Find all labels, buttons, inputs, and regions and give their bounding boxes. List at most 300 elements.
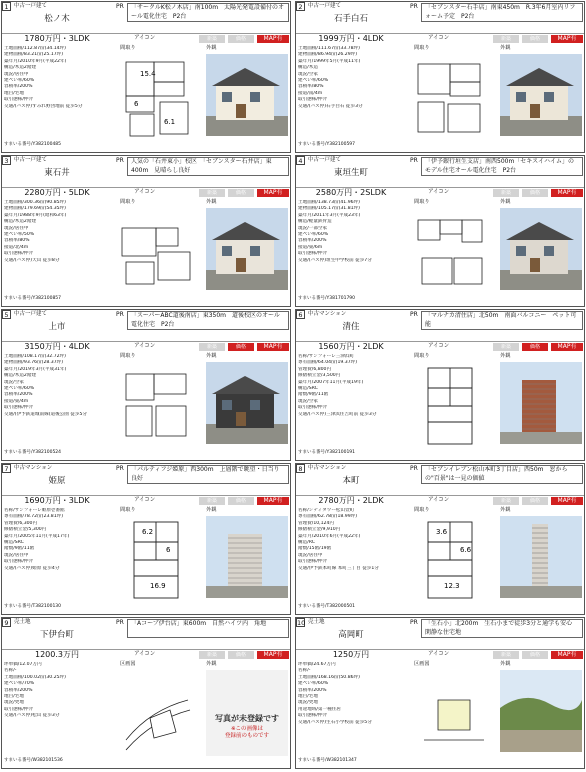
exterior-label: 外観 [500,661,511,667]
pr-section [115,464,291,495]
plan-room-size: 3.6 [436,528,448,536]
spec-line: 名称/- [4,668,17,674]
spec-line: 容積率/200% [298,687,327,693]
spec-list [4,200,116,296]
spec-line: 現況/居住中 [4,225,29,231]
spec-line: 取引態様/仲介 [298,405,328,411]
floor-plan-image[interactable] [120,670,194,756]
price-row [296,341,585,352]
location-name: 清住 [342,322,360,332]
pr-label: PR [410,3,418,10]
spec-line: 容積率/200% [4,84,33,90]
exterior-photo[interactable] [500,516,582,598]
spec-line: 築年月/2010年9月(平成22年) [4,58,67,64]
price-row [296,495,585,506]
listing-number: 8 [296,464,305,473]
new-badge: 新築 [493,497,519,505]
spec-line: 建ぺい率/60% [4,386,35,392]
floor-plan-image[interactable] [120,208,194,294]
plan-room-size: 6.1 [164,118,176,126]
pr-label: PR [410,157,418,164]
listing-number: 3 [2,156,11,165]
spec-line: 交通/(バス停)すみれ野団地前 徒歩5分 [4,103,83,109]
price-change-badge: 価格 [228,189,254,197]
floor-plan-image[interactable] [120,54,194,140]
icon-label: アイコン [134,497,156,503]
spec-line: 現況/更地 [4,700,24,706]
pr-label: PR [410,465,418,472]
spec-line: 修繕積立金/3,500円 [298,373,341,379]
listing-grid [1,1,585,771]
spec-line: 現況/更地 [298,700,318,706]
spec-line: 坪単価/24.67万円 [298,662,336,667]
listing-number: 9 [2,618,11,627]
price-layout: 1780万円・3LDK [24,34,90,43]
spec-line: 取引態様/仲介 [4,706,34,712]
property-type: 中古一戸建て [308,3,342,9]
spec-line: 構造/SRC [4,540,24,546]
spec-line: 名称/シティタワー松山萱町 [298,508,355,513]
spec-line: 階数/9階/11階 [4,546,35,552]
card-header [296,156,406,187]
catch-copy: 「マルナカ清住店」北50m 南面バルコニー ペット可能 [421,311,583,330]
price-row [296,649,585,660]
spec-line: 建物面積/105.17㎡(31.81坪) [298,206,360,212]
spec-list [4,662,116,758]
exterior-photo[interactable] [500,208,582,290]
price-change-badge: 価格 [522,343,548,351]
catch-copy: 「サークルK松ノ木店」南100m 太陽光発電設備付のオール電化住宅 P2台 [127,3,289,22]
spec-line: 取引態様/仲介 [298,713,328,719]
spec-line: 建物面積/86.94㎡(26.29坪) [298,52,357,58]
map-badge[interactable]: MAP有 [551,35,583,43]
exterior-label: 外観 [206,507,217,513]
spec-line: 専有面積/78.72㎡(23.81坪) [4,514,63,520]
spec-line: 接道/東/4m [4,398,29,404]
property-type: 中古一戸建て [14,3,48,9]
exterior-photo[interactable] [500,362,582,444]
spec-line: 土地面積/111.67㎡(33.78坪) [298,46,360,51]
catch-copy: 「パルティフジ姫原」西300m 上層階で眺望・日当り良好 [127,465,289,484]
price-layout: 2780万円・2LDK [318,496,384,505]
plan-room-size: 12.3 [444,582,460,590]
exterior-photo[interactable] [206,208,288,290]
floor-plan-label: 間取り [414,45,430,51]
new-badge: 新築 [493,651,519,659]
floor-plan-label: 間取り [414,353,430,359]
location-name: 本町 [342,476,360,486]
spec-line: 築年月/1988年9月(昭和63年) [4,212,67,218]
listing-card[interactable] [1,617,291,769]
spec-line: 管理費/6,800円 [298,366,332,372]
icon-label: アイコン [428,343,450,349]
listing-id: すまいる番号/Y381701790 [298,296,356,301]
spec-line: 土地面積/300.36㎡(90.85坪) [4,200,66,205]
price-layout: 1999万円・4LDK [318,34,384,43]
price-row [296,33,585,44]
listing-number: 4 [296,156,305,165]
listing-number: 5 [2,310,11,319]
plan-room-size: 6 [134,100,139,108]
exterior-label: 外観 [206,661,217,667]
listing-number: 1 [2,2,11,11]
price-change-badge: 価格 [522,189,548,197]
listing-card[interactable] [295,463,585,615]
pr-label: PR [116,619,124,626]
price-layout: 1250万円 [332,650,370,659]
floor-plan-label: 間取り [120,199,136,205]
listing-id: すまいる番号/T382000501 [298,604,356,609]
catch-copy: 「生石小」北200m 生石小まで徒歩3分と通学も安心 閑静な住宅地 [421,619,583,638]
spec-line: 交通/(伊予鉄道城南線)道後公園 徒歩5分 [4,411,88,417]
price-layout: 1200.3万円 [35,650,79,659]
exterior-label: 外観 [500,507,511,513]
exterior-photo[interactable] [206,516,288,598]
spec-line: 取引態様/仲介 [298,251,328,257]
spec-line: 構造/木造 [298,65,318,71]
floor-plan-label: 間取り [120,507,136,513]
spec-line: 建ぺい率/60% [4,78,35,84]
property-type: 売土地 [308,619,325,625]
property-type: 中古一戸建て [14,157,48,163]
spec-line: 専有面積/62.78㎡(18.99坪) [298,514,357,520]
listing-id: すまいる番号/W382101536 [4,758,63,763]
new-badge: 新築 [493,189,519,197]
spec-line: 階数/9階/11階 [298,392,329,398]
catch-copy: 「伊予銀行垣生支店」南西500m「セキスイハイム」のモデル住宅オール電化住宅 P2台 [421,157,583,176]
floor-plan-label: 間取り [414,199,430,205]
exterior-label: 外観 [206,353,217,359]
catch-copy: 「セブンイレブン松山本町3丁目店」西50m 窓からの"百景"は一見の価値 [421,465,583,484]
map-badge[interactable]: MAP有 [551,343,583,351]
spec-line: 取引態様/仲介 [298,97,328,103]
spec-line: 容積率/200% [4,687,33,693]
listing-card[interactable] [295,1,585,153]
plan-drawing [122,228,190,284]
plan-drawing [418,64,480,132]
spec-line: 接道/南/4m [298,90,323,96]
exterior-photo[interactable] [500,54,582,136]
floor-plan-label: 区画図 [414,661,430,667]
location-name: 高岡町 [338,630,364,640]
listing-id: すまいる番号/Y382100524 [4,450,62,455]
listing-card[interactable] [1,463,291,615]
listing-id: すまいる番号/Y382100597 [298,142,356,147]
spec-line: 取引態様/仲介 [4,405,34,411]
pr-section [115,618,291,649]
missing-photo-text: 写真が未登録です [215,714,279,723]
spec-line: 容積率/200% [298,238,327,244]
card-header [296,310,406,341]
spec-line: 建物面積/179.69㎡(54.35坪) [4,206,66,212]
new-badge: 新築 [199,651,225,659]
price-row [2,33,291,44]
listing-card[interactable] [295,309,585,461]
property-type: 中古マンション [308,311,347,317]
spec-line: 築年月/2007年11月(平成19年) [298,379,364,385]
spec-line: 現況/空家 [4,379,24,385]
spec-line: 現況/空家 [298,398,318,404]
spec-line: 交通/(バス停)石手白石 徒歩3分 [298,103,363,109]
new-badge: 新築 [493,35,519,43]
spec-line: 管理費/10,124円 [298,520,334,526]
missing-photo-note: ※この画像は 登録前のものです [224,726,269,739]
new-badge: 新築 [199,35,225,43]
card-header [2,156,112,187]
pr-label: PR [116,311,124,318]
pr-section [409,156,585,187]
spec-line: 取引態様/仲介 [4,251,34,257]
map-badge[interactable]: MAP有 [551,497,583,505]
listing-card[interactable] [1,155,291,307]
spec-line: 地目/宅地 [298,694,318,700]
map-badge[interactable]: MAP有 [257,497,289,505]
spec-line: 土地面積/108.17㎡(32.72坪) [4,354,66,359]
property-type: 中古マンション [308,465,347,471]
catch-copy: 人気の「石井東小」校区 「セブンスター石井店」東400m 見晴らし良好 [127,157,289,176]
card-header [2,2,112,33]
plan-room-size: 6 [166,546,171,554]
card-header [296,618,406,649]
spec-line: 容積率/80% [4,238,30,244]
spec-line: 容積率/200% [4,392,33,398]
listing-card[interactable] [1,309,291,461]
listing-id: すまいる番号/Y382100191 [298,450,356,455]
property-type: 中古一戸建て [14,311,48,317]
spec-line: 修繕積立金/5,300円 [4,527,47,533]
listing-number: 2 [296,2,305,11]
map-badge[interactable]: MAP有 [551,189,583,197]
spec-line: 接道/北/4m [4,244,29,250]
listing-number: 7 [2,464,11,473]
spec-line: 交通/(バス停)天山 徒歩8分 [4,257,60,263]
card-header [2,310,112,341]
pr-section [115,310,291,341]
pr-section [409,464,585,495]
plan-drawing [126,374,186,436]
location-name: 姫原 [48,476,66,486]
spec-line: 修繕積立金/9,910円 [298,527,341,533]
property-type: 中古一戸建て [308,157,342,163]
property-type: 売土地 [14,619,31,625]
plan-room-size: 6.6 [460,546,472,554]
pr-label: PR [410,311,418,318]
map-badge[interactable]: MAP有 [257,35,289,43]
spec-line: 取引態様/仲介 [4,559,34,565]
spec-line: 建物面積/83.21㎡(25.17坪) [4,52,63,58]
price-row [296,187,585,198]
spec-line: 構造/軽量鉄骨造 [298,219,332,225]
pr-label: PR [116,3,124,10]
price-change-badge: 価格 [522,497,548,505]
spec-line: 構造/SRC [298,386,318,392]
listing-id: すまいる番号/Y382100485 [4,142,62,147]
exterior-label: 外観 [500,45,511,51]
card-header [296,2,406,33]
listing-number: 10 [297,619,306,627]
icon-label: アイコン [134,651,156,657]
spec-line: 管理費/6,300円 [4,520,38,526]
floor-plan-label: 区画図 [120,661,136,667]
card-header [2,618,112,649]
floor-plan-image[interactable] [120,516,194,602]
listing-card[interactable] [1,1,291,153]
plan-room-size: 15.4 [140,70,156,78]
icon-label: アイコン [428,651,450,657]
location-name: 東石井 [44,168,70,178]
map-badge[interactable]: MAP有 [257,651,289,659]
new-badge: 新築 [493,343,519,351]
spec-line: 交通/(バス停)生石小学校前 徒歩5分 [298,719,372,725]
pr-section [409,2,585,33]
spec-line: 階数/15階/19階 [298,546,332,552]
icon-label: アイコン [134,189,156,195]
pr-section [409,618,585,649]
spec-line: 構造/木造2階建 [4,219,37,225]
icon-label: アイコン [428,189,450,195]
spec-list [298,200,410,296]
pr-label: PR [410,619,418,626]
spec-line: 取引態様/仲介 [298,559,328,565]
price-change-badge: 価格 [228,35,254,43]
spec-line: 構造/RC [298,540,315,546]
spec-line: 名称/サンフォーレ姫原壱番館 [4,508,65,513]
spec-line: 地目/宅地 [4,694,24,700]
spec-line: 交通/(バス停)垣生中学校前 徒歩7分 [298,257,372,263]
pr-section [115,2,291,33]
spec-line: 土地面積/138.73㎡(41.96坪) [298,200,360,205]
price-change-badge: 価格 [228,343,254,351]
spec-line: 構造/木造2階建 [4,373,37,379]
new-badge: 新築 [199,189,225,197]
property-type: 中古マンション [14,465,53,471]
floor-plan-image[interactable] [414,208,488,294]
floor-plan-label: 間取り [414,507,430,513]
exterior-label: 外観 [500,353,511,359]
price-row [2,341,291,352]
icon-label: アイコン [428,35,450,41]
spec-line: 建ぺい率/60% [298,78,329,84]
spec-list [298,508,410,604]
exterior-photo[interactable] [500,670,582,752]
listing-id: すまいる番号/T382100130 [4,604,62,609]
spec-list [4,46,116,142]
floor-plan-image[interactable] [414,670,488,756]
spec-line: 坪単価/12.07万円 [4,662,42,667]
floor-plan-image[interactable] [414,362,488,448]
pr-label: PR [116,465,124,472]
listing-card[interactable] [295,155,585,307]
plan-drawing [418,220,482,284]
spec-line: 建物面積/93.76㎡(28.37坪) [4,360,63,366]
spec-line: 建ぺい率/60% [298,232,329,238]
spec-line: 交通/(バス停)松山 徒歩3分 [4,713,60,719]
exterior-label: 外観 [500,199,511,205]
exterior-label: 外観 [206,45,217,51]
spec-line: 用途地域/第一種住居 [298,706,341,712]
price-change-badge: 価格 [228,497,254,505]
new-badge: 新築 [199,497,225,505]
spec-line: 交通/(バス停)姫原 徒歩4分 [4,565,60,571]
plan-room-size: 16.9 [150,582,166,590]
price-row [2,495,291,506]
spec-list [298,354,410,450]
spec-line: 交通/伊予鉄本町線 本町三丁目 徒歩1分 [298,565,379,571]
spec-line: 建ぺい率/60% [298,681,329,687]
floor-plan-image[interactable] [120,362,194,448]
plan-drawing [126,62,188,136]
icon-label: アイコン [428,497,450,503]
listing-number: 6 [296,310,305,319]
exterior-photo[interactable] [206,54,288,136]
exterior-photo[interactable] [206,362,288,444]
spec-line: 容積率/80% [298,84,324,90]
spec-line: 現況/居住中 [4,71,29,77]
listing-id: すまいる番号/Y382100857 [4,296,62,301]
map-badge[interactable]: MAP有 [257,189,289,197]
spec-line: 土地面積/100.02㎡(30.25坪) [4,674,66,680]
exterior-label: 外観 [206,199,217,205]
price-layout: 2580万円・2SLDK [315,188,387,197]
price-layout: 2280万円・5LDK [24,188,90,197]
spec-line: 名称/- [298,668,311,674]
spec-line: 建ぺい率/50% [4,232,35,238]
spec-list [4,354,116,450]
price-layout: 3150万円・4LDK [24,342,90,351]
catch-copy: 「Aコープ伊台店」東600m 自然ハイツ内 角地 [127,619,289,638]
spec-list [298,662,410,758]
floor-plan-image[interactable] [414,516,488,602]
spec-line: 現況/一部空家 [298,225,328,231]
icon-label: アイコン [134,35,156,41]
spec-line: 名称/サンフォーレ三津浜町 [298,354,355,359]
spec-line: 建ぺい率/70% [4,681,35,687]
listing-id: すまいる番号/W382101347 [298,758,357,763]
spec-line: 地目/宅地 [4,90,24,96]
floor-plan-image[interactable] [414,54,488,140]
floor-plan-label: 間取り [120,353,136,359]
icon-label: アイコン [134,343,156,349]
plan-room-size: 6.2 [142,528,154,536]
price-layout: 1560万円・2LDK [318,342,384,351]
spec-list [4,508,116,604]
spec-line: 土地面積/112.87㎡(34.14坪) [4,46,66,51]
location-name: 松ノ木 [44,14,70,24]
spec-line: 接道/東/6m [298,244,323,250]
spec-line: 土地面積/168.16㎡(50.86坪) [298,674,360,680]
floor-plan-label: 間取り [120,45,136,51]
pr-label: PR [116,157,124,164]
location-name: 上市 [48,322,66,332]
spec-line: 取引態様/仲介 [4,97,34,103]
spec-line: 交通/(バス停)三津浜住吉町前 徒歩3分 [298,411,377,417]
map-badge[interactable]: MAP有 [257,343,289,351]
listing-card[interactable] [295,617,585,769]
spec-line: 築年月/2005年11月(平成17年) [4,533,70,539]
card-header [2,464,112,495]
price-change-badge: 価格 [228,651,254,659]
spec-line: 築年月/2019年3月(平成31年) [4,366,67,372]
map-badge[interactable]: MAP有 [551,651,583,659]
price-row [2,649,291,660]
location-name: 石手白石 [333,14,368,24]
pr-section [115,156,291,187]
location-name: 下伊台町 [39,630,74,640]
catch-copy: 「スーパーABC道後南店」東350m 道後校区のオール電化住宅 P2台 [127,311,289,330]
new-badge: 新築 [199,343,225,351]
spec-line: 現況/居住中 [298,552,323,558]
spec-line: 築年月/2010年6月(平成22年) [298,533,361,539]
